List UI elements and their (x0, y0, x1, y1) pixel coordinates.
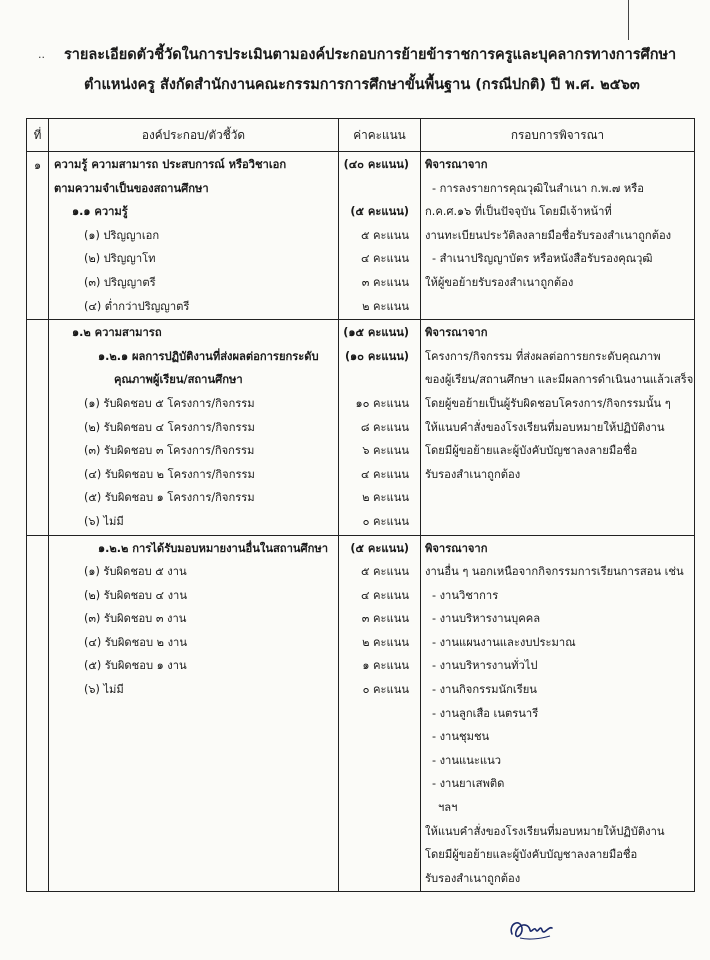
criteria-table (26, 118, 695, 892)
score-cell (339, 152, 421, 320)
header-no: ที่ (27, 119, 49, 152)
component-line: (๓) รับผิดชอบ ๓ โครงการ/กิจกรรม (84, 444, 255, 458)
table-row (27, 152, 695, 320)
criteria-line (422, 486, 693, 510)
header-component: องค์ประกอบ/ตัวชี้วัด (49, 119, 339, 152)
criteria-line: ให้แนบคำสั่งของโรงเรียนที่มอบหมายให้ปฏิบัติงาน (425, 824, 665, 838)
header-score: ค่าคะแนน (339, 119, 421, 152)
component-line: (๔) รับผิดชอบ ๒ โครงการ/กิจกรรม (84, 467, 255, 481)
score-value: ๒ คะแนน (362, 491, 409, 505)
criteria-line: งานอื่น ๆ นอกเหนือจากกิจกรรมการเรียนการสอน เช่น (425, 565, 684, 579)
score-value: (๕ คะแนน) (350, 205, 409, 219)
score-value: ๑ คะแนน (362, 659, 409, 673)
score-cell (339, 320, 421, 535)
score-value: ๒ คะแนน (362, 635, 409, 649)
component-cell (49, 320, 339, 535)
header-dots: .. (38, 48, 45, 61)
component-line: ความรู้ ความสามารถ ประสบการณ์ หรือวิชาเอก (54, 158, 287, 171)
component-line: ๑.๒.๒ การได้รับมอบหมายงานอื่นในสถานศึกษา (98, 541, 329, 555)
score-value: (๕ คะแนน) (350, 541, 409, 555)
criteria-line: พิจารณาจาก (425, 541, 488, 555)
criteria-line: โดยมีผู้ขอย้ายและผู้บังคับบัญชาลงลายมือชื่อ (425, 848, 638, 862)
component-line: (๑) รับผิดชอบ ๕ งาน (84, 565, 187, 579)
component-line: (๒) รับผิดชอบ ๔ โครงการ/กิจกรรม (84, 420, 255, 434)
score-value: ๓ คะแนน (361, 612, 409, 626)
score-value: ๑๐ คะแนน (355, 396, 409, 410)
component-line: (๕) รับผิดชอบ ๑ โครงการ/กิจกรรม (84, 491, 255, 505)
score-value: ๕ คะแนน (360, 228, 409, 242)
component-line: (๕) รับผิดชอบ ๑ งาน (84, 659, 187, 673)
component-line: ตามความจำเป็นของสถานศึกษา (54, 181, 209, 195)
component-line: (๒) รับผิดชอบ ๔ งาน (84, 588, 187, 602)
signature-icon (506, 912, 556, 946)
page-edge-line (628, 0, 629, 40)
criteria-line: โดยมีผู้ขอย้ายและผู้บังคับบัญชาลงลายมือชื่อ (425, 444, 638, 458)
component-cell (49, 152, 339, 320)
component-line: (๑) รับผิดชอบ ๕ โครงการ/กิจกรรม (84, 396, 255, 410)
table-row (27, 320, 695, 535)
criteria-cell (421, 535, 695, 892)
score-value: ๖ คะแนน (362, 444, 409, 458)
criteria-line: โครงการ/กิจกรรม ที่ส่งผลต่อการยกระดับคุณภาพ (425, 349, 661, 363)
score-value: ๘ คะแนน (360, 420, 409, 434)
criteria-line: - งานแนะแนว (432, 753, 501, 767)
score-value: (๑๐ คะแนน) (344, 349, 409, 363)
component-line: ๑.๒ ความสามารถ (72, 326, 162, 340)
criteria-line: ให้แนบคำสั่งของโรงเรียนที่มอบหมายให้ปฏิบัติงาน (425, 420, 665, 434)
criteria-line: - งานวิชาการ (432, 588, 499, 602)
component-line: (๑) ปริญญาเอก (84, 228, 160, 242)
title-line-1: รายละเอียดตัวชี้วัดในการประเมินตามองค์ประกอบการย้ายข้าราชการครูและบุคลากรทางการศึกษา (64, 47, 677, 63)
score-value (340, 177, 419, 201)
component-line: (๖) ไม่มี (84, 514, 124, 528)
criteria-line: รับรองสำเนาถูกต้อง (425, 871, 521, 885)
score-cell (339, 535, 421, 892)
component-line: ๑.๑ ความรู้ (72, 205, 128, 219)
score-value: (๑๕ คะแนน) (343, 326, 409, 340)
criteria-line: พิจารณาจาก (425, 158, 488, 171)
document-title (64, 40, 704, 100)
score-value: ๐ คะแนน (362, 683, 409, 697)
component-line: (๔) ต่ำกว่าปริญญาตรี (84, 299, 190, 313)
component-line: (๖) ไม่มี (84, 683, 124, 697)
criteria-line: โดยผู้ขอย้ายเป็นผู้รับผิดชอบโครงการ/กิจกรรมนั้น ๆ (425, 396, 671, 410)
row-number: ๑ (27, 152, 49, 320)
row-number (27, 320, 49, 535)
row-number (27, 535, 49, 892)
component-cell (49, 535, 339, 892)
score-value (340, 368, 419, 392)
criteria-line (422, 510, 693, 534)
component-line: (๔) รับผิดชอบ ๒ งาน (84, 635, 187, 649)
criteria-line: ให้ผู้ขอย้ายรับรองสำเนาถูกต้อง (425, 275, 574, 289)
component-line: (๓) ปริญญาตรี (84, 275, 156, 289)
criteria-line: - การลงรายการคุณวุฒิในสำเนา ก.พ.๗ หรือ (432, 181, 644, 195)
component-line: (๒) ปริญญาโท (84, 252, 156, 266)
criteria-line: - งานยาเสพติด (432, 777, 505, 791)
criteria-line: - งานชุมชน (432, 730, 490, 744)
score-value: ๔ คะแนน (360, 588, 409, 602)
table-row (27, 535, 695, 892)
criteria-cell (421, 320, 695, 535)
criteria-line: - งานบริหารงานทั่วไป (432, 659, 538, 673)
score-value: ๔ คะแนน (360, 252, 409, 266)
criteria-line: รับรองสำเนาถูกต้อง (425, 467, 521, 481)
score-value: ๐ คะแนน (362, 514, 409, 528)
criteria-line: ของผู้เรียน/สถานศึกษา และมีผลการดำเนินงานแล้วเสร็จ (425, 373, 693, 387)
criteria-line: ฯลฯ (438, 801, 458, 815)
score-value: ๔ คะแนน (360, 467, 409, 481)
criteria-cell (421, 152, 695, 320)
score-value: (๔๐ คะแนน) (343, 158, 409, 171)
header-criteria: กรอบการพิจารณา (421, 119, 695, 152)
criteria-line: - งานลูกเสือ เนตรนารี (432, 706, 539, 720)
criteria-line: - งานบริหารงานบุคคล (432, 612, 541, 626)
component-line: คุณภาพผู้เรียน/สถานศึกษา (114, 373, 243, 387)
component-line: (๓) รับผิดชอบ ๓ งาน (84, 612, 187, 626)
criteria-line: งานทะเบียนประวัติลงลายมือชื่อรับรองสำเนาถูกต้อง (425, 228, 672, 242)
criteria-line: - สำเนาปริญญาบัตร หรือหนังสือรับรองคุณวุฒิ (432, 252, 653, 266)
criteria-line: - งานกิจกรรมนักเรียน (432, 683, 537, 697)
score-value: ๓ คะแนน (361, 275, 409, 289)
criteria-line: ก.ค.ศ.๑๖ ที่เป็นปัจจุบัน โดยมีเจ้าหน้าที่ (425, 205, 612, 219)
criteria-line: - งานแผนงานและงบประมาณ (432, 635, 576, 649)
score-value: ๕ คะแนน (360, 565, 409, 579)
score-value: ๒ คะแนน (362, 299, 409, 313)
component-line: ๑.๒.๑ ผลการปฏิบัติงานที่ส่งผลต่อการยกระดับ (98, 349, 319, 363)
title-line-2: ตำแหน่งครู สังกัดสำนักงานคณะกรรมการการศึกษาขั้นพื้นฐาน (กรณีปกติ) ปี พ.ศ. ๒๕๖๓ (84, 77, 640, 93)
criteria-line (422, 295, 693, 319)
criteria-line: พิจารณาจาก (425, 326, 488, 340)
table-header-row (27, 119, 695, 152)
